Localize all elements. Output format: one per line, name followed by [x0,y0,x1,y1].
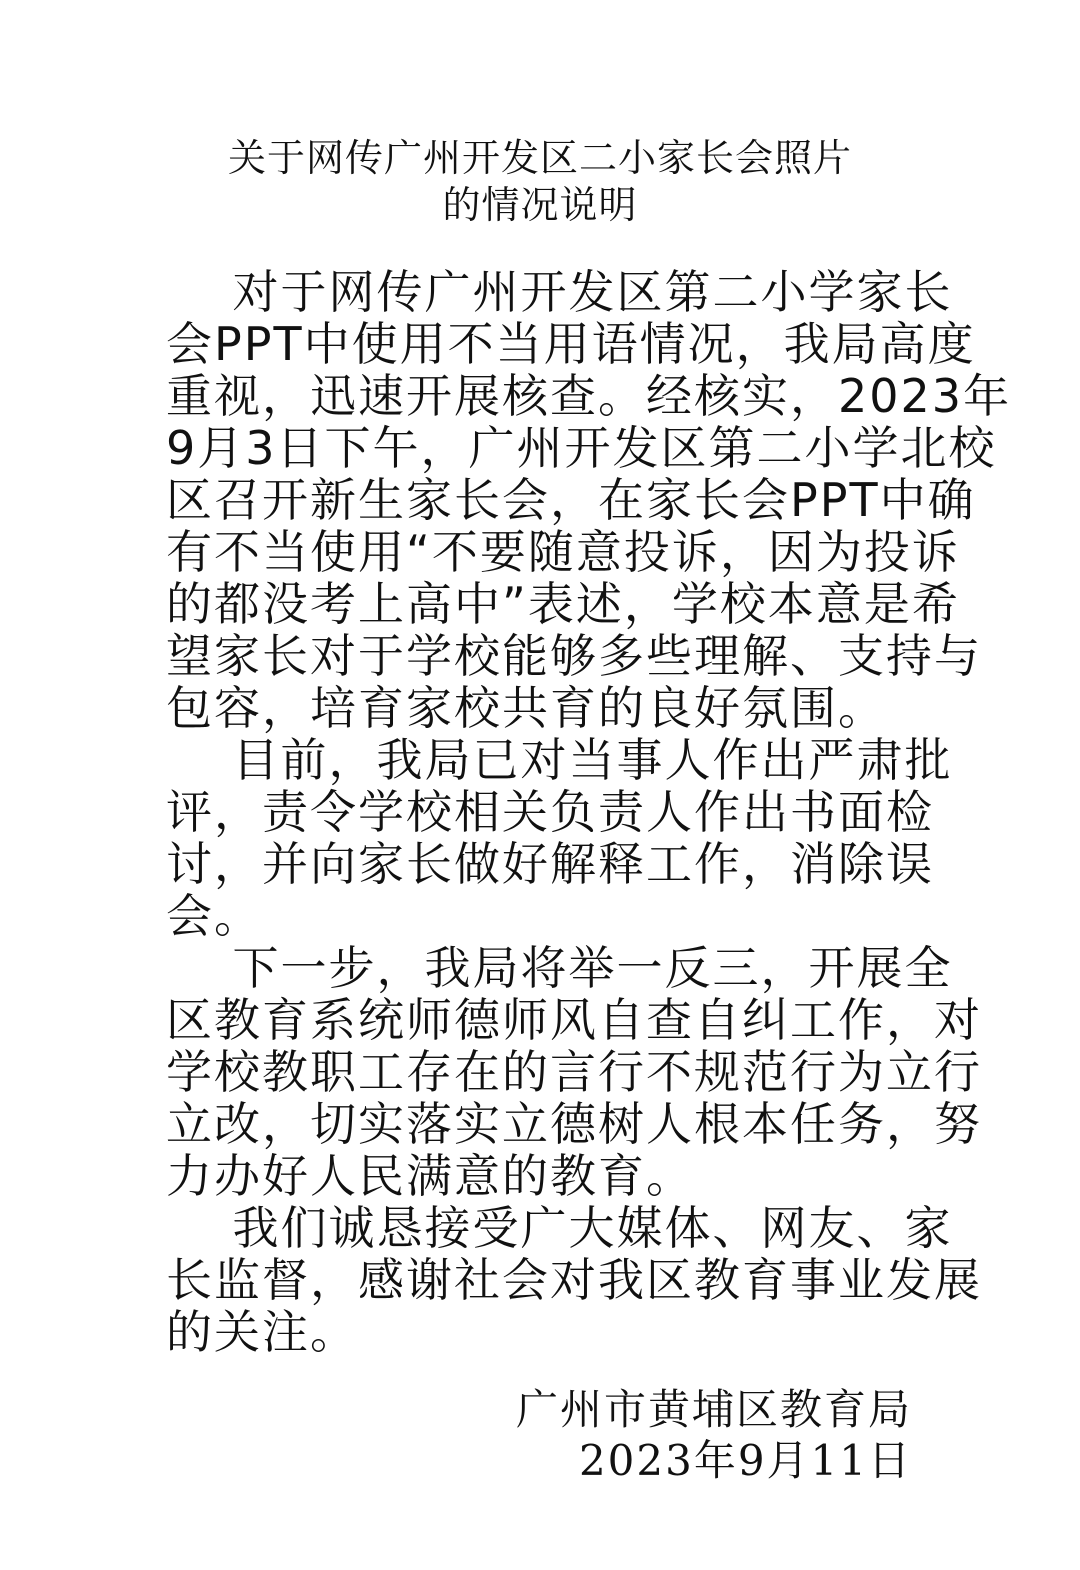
paragraph-2-line-1: 目前，我局已对当事人作出严肃批 [166,733,953,787]
paragraph-2-line-2: 评，责令学校相关负责人作出书面检 [166,785,934,839]
document-title-line-2: 的情况说明 [442,183,638,227]
paragraph-4-line-2: 长监督，感谢社会对我区教育事业发展 [166,1253,982,1307]
paragraph-1-line-2: 会PPT中使用不当用语情况，我局高度 [166,317,976,371]
paragraph-3-line-5: 力办好人民满意的教育。 [166,1149,694,1203]
paragraph-3-line-2: 区教育系统师德师风自查自纠工作，对 [166,993,982,1047]
signature-date: 2023年9月11日 [578,1436,912,1485]
paragraph-4-line-3: 的关注。 [166,1305,358,1359]
paragraph-1-line-7: 的都没考上高中”表述，学校本意是希 [166,577,960,631]
paragraph-1-line-1: 对于网传广州开发区第二小学家长 [166,265,953,319]
document-title-line-1: 关于网传广州开发区二小家长会照片 [227,136,852,180]
paragraph-1-line-5: 区召开新生家长会，在家长会PPT中确 [166,473,976,527]
paragraph-4-line-1: 我们诚恳接受广大媒体、网友、家 [166,1201,953,1255]
paragraph-1-line-4: 9月3日下午，广州开发区第二小学北校 [166,421,997,475]
paragraph-2-line-3: 讨，并向家长做好解释工作，消除误 [166,837,934,891]
signature-organization: 广州市黄埔区教育局 [515,1385,912,1434]
paragraph-1-line-8: 望家长对于学校能够多些理解、支持与 [166,629,982,683]
paragraph-2-line-4: 会。 [166,889,262,943]
paragraph-3-line-4: 立改，切实落实立德树人根本任务，努 [166,1097,982,1151]
paragraph-1-line-3: 重视，迅速开展核查。经核实，2023年 [166,369,1012,423]
paragraph-1-line-6: 有不当使用“不要随意投诉，因为投诉 [166,525,960,579]
paragraph-3-line-3: 学校教职工存在的言行不规范行为立行 [166,1045,982,1099]
paragraph-3-line-1: 下一步，我局将举一反三，开展全 [166,941,953,995]
paragraph-1-line-9: 包容，培育家校共育的良好氛围。 [166,681,886,735]
